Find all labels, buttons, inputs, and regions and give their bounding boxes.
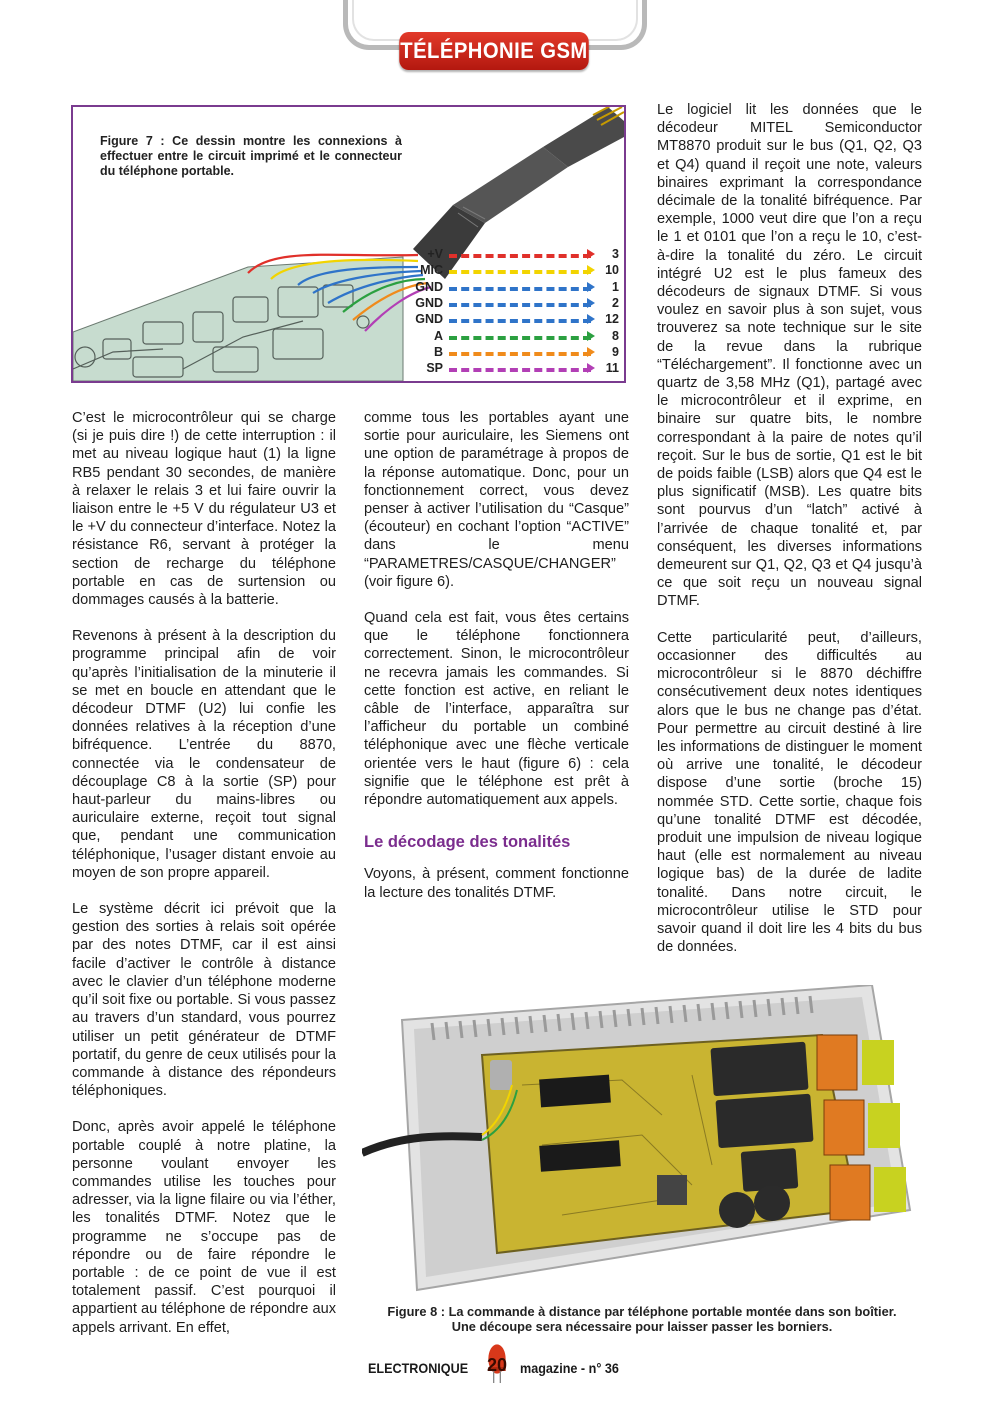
paragraph: Quand cela est fait, vous êtes certains que le téléphone fonctionnera correctement. Sinon, le microcontrôleur ne recevra jamais les commandes. Si cette fonction est active, en reliant le câble de l’interface, apparaîtra sur l’afficheur du portable un combiné téléphonique avec une flèche verticale orientée vers le haut (figure 6) : cela signifie que le téléphone est prêt à répondre automatiquement aux appels. [364, 610, 629, 809]
connection-signal-name: GND [415, 279, 443, 294]
arrow-right-icon [587, 249, 595, 259]
connection-wire-line [449, 352, 591, 356]
arrow-right-icon [587, 314, 595, 324]
connection-pin-number: 8 [612, 328, 619, 343]
paragraph: Le logiciel lit les données que le décodeur MITEL Semiconductor MT8870 produit sur le bus (Q1, Q2, Q3 et Q4) quand il reçoit une note, valeurs binaires exprimant la correspondance décimale de la tonalité bifréquence. Par exemple, 1000 veut dire que l’on a reçu le 1 et 0101 que l’on a reçu le 10, c’est-à-dire la tonalité du zéro. Le circuit intégré U2 est le plus fameux des décodeurs de signaux DTMF. Si vous voulez en savoir plus à son sujet, vous trouverez sa note technique sur le site de la revue dans la rubrique “Téléchargement”. Il fonctionne avec un quartz de 3,58 MHz (Q1), partagé avec le microcontrôleur et il exprime, en binaire sur quatre bits, le nombre correspondant à la paire de notes qu’il reçoit. Sur le bus de sortie, Q1 est le bit de poids faible (LSB) alors que Q4 est le plus significatif (MSB). Les quatre bits sont pourvus d’un “latch” activé à l’arrivée de chaque tonalité et, par conséquent, les diverses informations demeurent sur Q1, Q2, Q3 et Q4 jusqu’à ce que soit reçu un nouveau signal DTMF. [657, 102, 922, 610]
paragraph: comme tous les portables ayant une sortie pour auriculaire, les Siemens ont une option de paramétrage à propos de la réponse automatique. Donc, pour un fonctionnement correct, vous devez penser à activer l’utilisation du “Casque” (écouteur) en cochant l’option “ACTIVE” dans le menu “PARAMETRES/CASQUE/CHANGER” (voir figure 6). [364, 410, 629, 590]
connection-wire-line [449, 287, 591, 291]
connection-signal-name: GND [415, 312, 443, 327]
figure-7 [71, 105, 626, 383]
text-column-3 [657, 101, 922, 974]
connection-pin-number: 3 [612, 247, 619, 261]
connection-wire-line [449, 319, 591, 323]
paragraph: Revenons à présent à la description du programme principal afin de voir qu’après l’initialisation de la minuterie il se met en boucle en attendant que le décodeur DTMF (U2) lui confie les données relatives à la réception d’une bifréquence. L’entrée du 8870, connectée via le condensateur de découplage C8 à la sortie (SP) pour haut-parleur du mains-libres ou auriculaire externe, reçoit tout signal que, pendant une communication téléphonique, l’usager distant envoie au moyen de son propre appareil. [72, 628, 336, 881]
page-number: 20 [486, 1355, 508, 1375]
figure-8-caption [362, 1304, 922, 1334]
figure-8-caption-line-2: Une découpe sera nécessaire pour laisser passer les borniers. [451, 1319, 833, 1334]
paragraph: Voyons, à présent, comment fonctionne la lecture des tonalités DTMF. [364, 866, 629, 901]
connection-row [403, 345, 623, 361]
paragraph: Cette particularité peut, d’ailleurs, occasionner des difficultés au microcontrôleur si le 8870 déchiffre consécutivement deux notes identiques alors que le bus ne change pas d’état. Pour permettre au circuit destiné à lire les informations de distinguer le moment où arrive une tonalité, le décodeur dispose d’une sortie (broche 15) nommée STD. Cette sortie, chaque fois qu’une tonalité DTMF est décodée, produit une impulsion de niveau logique haut (elle est normalement au niveau logique bas) de la durée de ladite tonalité. Dans notre circuit, le microcontrôleur utilise le STD pour savoir quand il doit lire les 4 bits du bus de données. [657, 629, 922, 956]
footer-magazine-name: ELECTRONIQUE [368, 1360, 469, 1376]
figure-8-photo [362, 985, 922, 1293]
connection-pin-number: 12 [605, 312, 619, 327]
connection-row [403, 247, 623, 263]
figure-7-caption: Figure 7 : Ce dessin montre les connexions à effectuer entre le circuit imprimé et le connecteur du téléphone portable. [100, 134, 402, 178]
connection-wire-line [449, 368, 591, 372]
arrow-right-icon [587, 331, 595, 341]
arrow-right-icon [587, 298, 595, 308]
connection-signal-name: +V [427, 247, 443, 261]
arrow-right-icon [587, 347, 595, 357]
connection-row [403, 361, 623, 377]
connection-wire-line [449, 254, 591, 258]
connection-row [403, 329, 623, 345]
connection-pin-number: 9 [612, 344, 619, 359]
paragraph: Donc, après avoir appelé le téléphone portable couplé à notre platine, la personne voulant envoyer les commandes utilise les touches pour adresser, via la ligne filaire ou via l’éther, les tonalités DTMF. Notez que le programme ne s’occupe pas de répondre ou de faire répondre le portable : de ce point de vue il est totalement passif. C’est pourquoi il appartient au téléphone de répondre aux appels arrivant. En effet, [72, 1119, 336, 1336]
arrow-right-icon [587, 265, 595, 275]
connection-row [403, 296, 623, 312]
text-column-2 [364, 409, 629, 920]
connection-wire-line [449, 336, 591, 340]
paragraph: C’est le microcontrôleur qui se charge (si je puis dire !) de cette interruption : il met au niveau logique haut (1) la ligne RB5 pendant 30 secondes, de manière à relaxer le relais 3 et lui faire ouvrir la liaison entre le +5 V du régulateur U3 et le +V du connecteur d’interface. Notez la résistance R6, servant à protéger la section de recharge du téléphone portable en cas de surtension ou dommages causés à la batterie. [72, 410, 336, 609]
connection-row [403, 312, 623, 328]
arrow-right-icon [587, 363, 595, 373]
connection-signal-name: A [433, 328, 443, 343]
connection-row [403, 263, 623, 279]
connection-row [403, 280, 623, 296]
section-heading: Le décodage des tonalités [364, 833, 571, 852]
footer-issue: magazine - n° 36 [520, 1360, 619, 1376]
arrow-right-icon [587, 282, 595, 292]
connection-pin-number: 1 [612, 279, 619, 294]
connection-wire-line [449, 270, 591, 274]
section-header-title: TÉLÉPHONIE GSM [399, 32, 589, 70]
paragraph: Le système décrit ici prévoit que la gestion des sorties à relais soit opérée par des notes DTMF, car il est ainsi facile d’activer le contrôle à distance avec le clavier d’un téléphone moderne qu’il soit fixe ou portable. Si vous passez au travers d’un standard, vous pourrez utiliser un petit générateur de DTMF portatif, du genre de ceux utilisés pour la commande à distance des répondeurs téléphoniques. [72, 901, 336, 1100]
connection-signal-name: B [433, 344, 443, 359]
connection-signal-name: SP [426, 361, 443, 376]
connection-signal-name: GND [415, 295, 443, 310]
connection-pin-number: 11 [605, 361, 619, 376]
page-footer [362, 1343, 662, 1393]
connection-wire-line [449, 303, 591, 307]
connection-signal-name: MIC [420, 263, 443, 278]
connection-pin-number: 2 [612, 295, 619, 310]
text-column-1 [72, 409, 336, 1355]
connection-pin-number: 10 [605, 263, 619, 278]
figure-8-caption-line-1: Figure 8 : La commande à distance par téléphone portable montée dans son boîtier. [387, 1304, 897, 1319]
